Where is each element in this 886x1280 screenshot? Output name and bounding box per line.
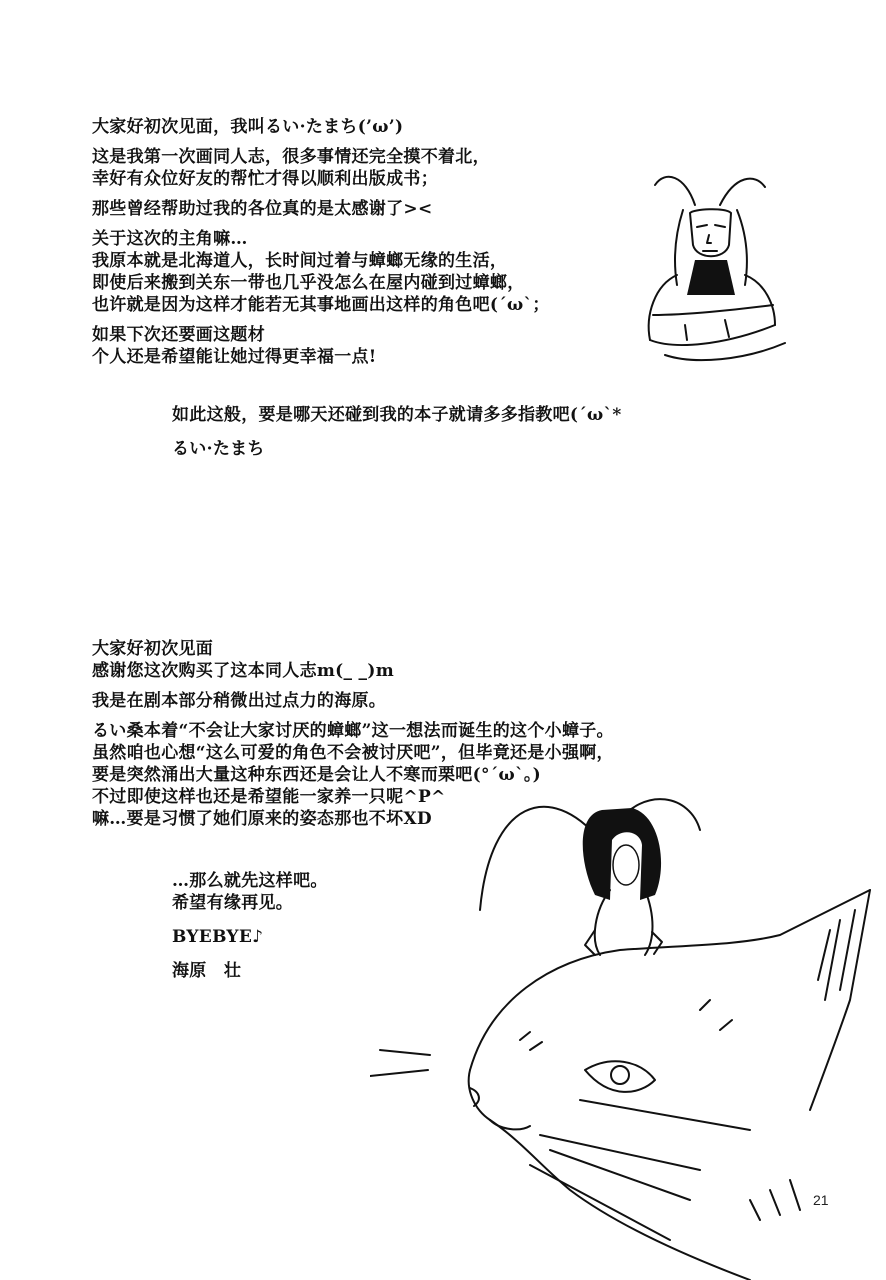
letter-2-closing: …那么就先这样吧。 (172, 871, 328, 891)
letter-1-greeting: 大家好初次见面，我叫るい·たまち(’ω’) (92, 117, 404, 137)
letter-1-closing: 如此这般，要是哪天还碰到我的本子就请多多指教吧(´ω`* (172, 405, 622, 425)
letter-1-sign-off (172, 404, 622, 460)
letter-2-text-line: 嘛…要是习惯了她们原来的姿态那也不坏XD (92, 809, 432, 829)
letter-1-text-line: 这是我第一次画同人志，很多事情还完全摸不着北， (92, 147, 490, 167)
letter-1-text-line: 如果下次还要画这题材 (92, 325, 265, 345)
letter-2-greeting: 大家好初次见面 (92, 639, 214, 659)
letter-2-closing: 希望有缘再见。 (172, 893, 294, 913)
letter-1-text-line: 幸好有众位好友的帮忙才得以顺利出版成书； (92, 169, 438, 189)
letter-1-text-line: 即使后来搬到关东一带也几乎没怎么在屋内碰到过蟑螂， (92, 273, 525, 293)
letter-1-text-line: 我原本就是北海道人，长时间过着与蟑螂无缘的生活， (92, 251, 508, 271)
letter-2-text-line: 虽然咱也心想“这么可爱的角色不会被讨厌吧”，但毕竟还是小强啊， (92, 743, 614, 763)
page-number: 21 (813, 1192, 829, 1208)
letter-2-text-line: るい桑本着“不会让大家讨厌的蟑螂”这一想法而诞生的这个小蟑子。 (92, 721, 614, 741)
letter-1-text-line: 也许就是因为这样才能若无其事地画出这样的角色吧(´ω`； (92, 295, 550, 315)
letter-1 (92, 116, 550, 368)
letter-1-text-line: 那些曾经帮助过我的各位真的是太感谢了>< (92, 199, 433, 219)
letter-2-bye: BYEBYE♪ (172, 927, 264, 947)
letter-2-text-line: 不过即使这样也还是希望能一家养一只呢^P^ (92, 787, 446, 807)
letter-2-sign-off (172, 870, 328, 982)
letter-2-text-line: 感谢您这次购买了这本同人志m(_ _)m (92, 661, 394, 681)
letter-1-text-line: 个人还是希望能让她过得更幸福一点! (92, 347, 377, 367)
letter-2-text-line: 要是突然涌出大量这种东西还是会让人不寒而栗吧(°´ω`。) (92, 765, 541, 785)
letter-2-text-line: 我是在剧本部分稍微出过点力的海原。 (92, 691, 387, 711)
letter-1-signature: るい·たまち (172, 439, 265, 459)
cat-with-girl-illustration (370, 770, 886, 1280)
man-arms-crossed-illustration (625, 165, 795, 375)
letter-1-text-line: 关于这次的主角嘛… (92, 229, 248, 249)
letter-2-signature: 海原 壮 (172, 961, 242, 981)
